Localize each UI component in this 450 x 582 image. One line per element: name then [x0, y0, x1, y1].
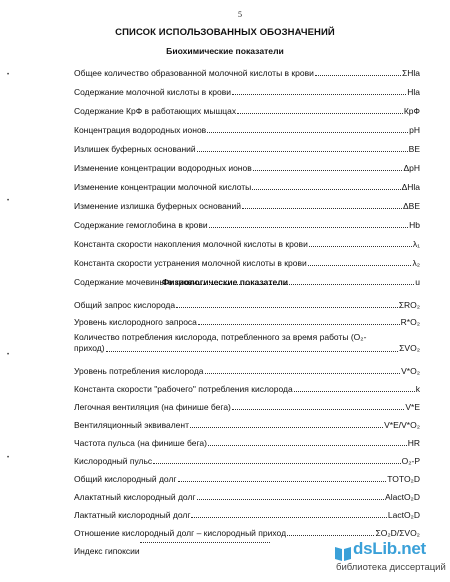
- list-item: Изменение излишка буферных оснований ΔBE: [74, 201, 420, 211]
- list-item: Содержание молочной кислоты в крови Hla: [74, 87, 420, 97]
- list-item: Лактатный кислородный долг LactO₂D: [74, 510, 420, 520]
- book-icon: [333, 543, 353, 563]
- list-item: Кислородный пульс O₂-P: [74, 456, 420, 466]
- list-item: Отношение кислородный долг – кислородный приход ΣO₂D/ΣVO₂: [74, 528, 420, 538]
- dotted-leader: [140, 541, 270, 543]
- list-item: Концентрация водородных ионов pH: [74, 125, 420, 135]
- list-item: Алактатный кислородный долг AlactO₂D: [74, 492, 420, 502]
- list-item: Индекс гипоксии: [74, 546, 140, 556]
- list-item: Константа скорости накопления молочной кислоты в крови λ₁: [74, 239, 420, 249]
- list-item: Вентиляционный эквивалент V*E/V*O₂: [74, 420, 420, 430]
- margin-mark: •: [7, 72, 10, 78]
- watermark-subtitle: библиотека диссертаций: [336, 562, 446, 573]
- list-item: Уровень потребления кислорода V*O₂: [74, 366, 420, 376]
- list-item: Константа скорости "рабочего" потребления кислорода k: [74, 384, 420, 394]
- margin-mark: •: [7, 198, 10, 204]
- list-item: Количество потребления кислорода, потребленного за время работы (O₂- приход) ΣVO₂: [74, 332, 420, 353]
- list-item: Излишек буферных оснований BE: [74, 144, 420, 154]
- list-item: Общее количество образованной молочной кислоты в крови ΣHla: [74, 68, 420, 78]
- section-heading-physio: Физиологические показатели: [161, 277, 289, 287]
- list-item: Содержание гемоглобина в крови Hb: [74, 220, 420, 230]
- list-item: Изменение концентрации водородных ионов ΔpH: [74, 163, 420, 173]
- list-item: Содержание КрФ в работающих мышцах КрФ: [74, 106, 420, 116]
- page-title: СПИСОК ИСПОЛЬЗОВАННЫХ ОБОЗНАЧЕНИЙ: [115, 27, 335, 38]
- list-item: Изменение концентрации молочной кислоты ΔHla: [74, 182, 420, 192]
- section-heading-biochem: Биохимические показатели: [166, 46, 284, 56]
- margin-mark: •: [7, 455, 10, 461]
- list-item: Общий запрос кислорода ΣRO₂: [74, 300, 420, 310]
- margin-mark: •: [7, 352, 10, 358]
- page-number: 5: [238, 10, 242, 19]
- list-item: Легочная вентиляция (на финише бега) V*E: [74, 402, 420, 412]
- list-item: Константа скорости устранения молочной кислоты в крови λ₂: [74, 258, 420, 268]
- list-item: Частота пульса (на финише бега) HR: [74, 438, 420, 448]
- list-item: Содержание мочевины в крови u: [74, 277, 420, 287]
- list-item: Общий кислородный долг TOTO₂D: [74, 474, 420, 484]
- list-item: Уровень кислородного запроса R*O₂: [74, 317, 420, 327]
- watermark-logo[interactable]: [333, 537, 445, 577]
- watermark-name: dsLib.net: [353, 539, 426, 558]
